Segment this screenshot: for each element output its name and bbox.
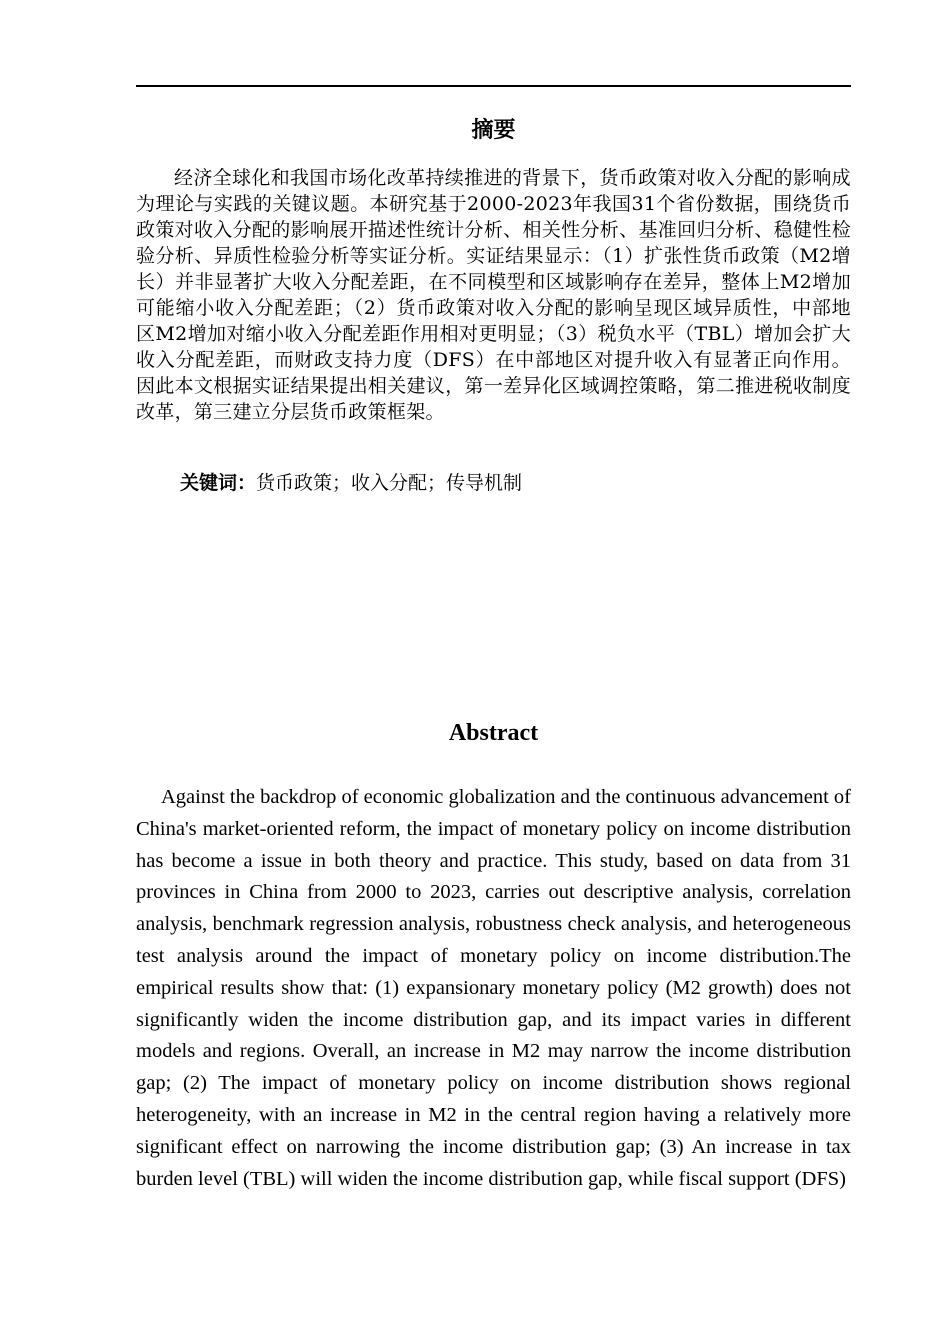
abstract-cn-keywords [180, 468, 850, 498]
abstract-cn-title: 摘要 [471, 118, 516, 143]
abstract-cn-body: 经济全球化和我国市场化改革持续推进的背景下，货币政策对收入分配的影响成为理论与实践的关键议题。本研究基于2000-2023年我国31个省份数据，围绕货币政策对收入分配的影响展开描述性统计分析、相关性分析、基准回归分析、稳健性检验分析、异质性检验分析等实证分析。实证结果显示：（1）扩张性货币政策（M2增长）并非显著扩大收入分配差距，在不同模型和区域影响存在差异，整体上M2增加可能缩小收入分配差距；（2）货币政策对收入分配的影响呈现区域异质性，中部地区M2增加对缩小收入分配差距作用相对更明显；（3）税负水平（TBL）增加会扩大收入分配差距，而财政支持力度（DFS）在中部地区对提升收入有显著正向作用。因此本文根据实证结果提出相关建议，第一差异化区域调控策略，第二推进税收制度改革，第三建立分层货币政策框架。 [136, 167, 851, 423]
abstract-en-title: Abstract [448, 720, 539, 746]
header-rule [136, 85, 851, 87]
keywords-text: 货币政策；收入分配；传导机制 [256, 472, 523, 494]
abstract-en-body: Against the backdrop of economic globalization and the continuous advancement of China's market-oriented reform, the impact of monetary policy on income distribution has become a issue in both theory and practice. This study, based on data from 31 provinces in China from 2000 to 2023, carries out descriptive analysis, correlation analysis, benchmark regression analysis, robustness check analysis, and heterogeneous test analysis around the impact of monetary policy on income distribution.The empirical results show that: (1) expansionary monetary policy (M2 growth) does not significantly widen the income distribution gap, and its impact varies in different models and regions. Overall, an increase in M2 may narrow the income distribution gap; (2) The impact of monetary policy on income distribution shows regional heterogeneity, with an increase in M2 in the central region having a relatively more significant effect on narrowing the income distribution gap; (3) An increase in tax burden level (TBL) will widen the income distribution gap, while fiscal support (DFS) [136, 786, 851, 1190]
keywords-label: 关键词： [180, 472, 257, 494]
